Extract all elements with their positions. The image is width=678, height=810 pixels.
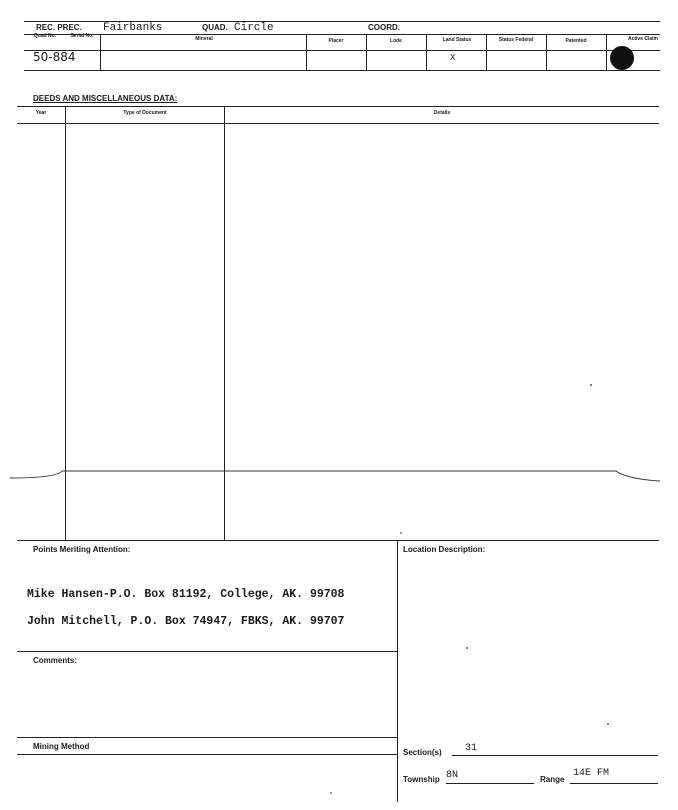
claim-header-rule <box>24 50 660 51</box>
deeds-top-rule <box>17 106 659 107</box>
quad-serial-value: 50-884 <box>33 50 76 64</box>
claim-col-divider <box>546 34 547 70</box>
section-field-line <box>452 755 658 756</box>
comments-bottom-rule <box>17 737 397 738</box>
speck <box>466 647 468 649</box>
deeds-col-details: Details <box>433 110 451 116</box>
claim-col-divider <box>366 34 367 70</box>
col-patented: Patented <box>565 38 587 44</box>
comments-label: Comments: <box>33 656 78 665</box>
section-value: 31 <box>465 743 478 754</box>
quad-value: Circle <box>234 22 274 34</box>
range-label: Range <box>540 775 565 784</box>
deeds-header-rule <box>17 123 659 124</box>
header-rule <box>24 34 660 35</box>
punch-hole-dot <box>610 46 634 70</box>
range-field-line <box>570 783 658 784</box>
points-line-1: Mike Hansen-P.O. Box 81192, College, AK. 99708 <box>27 588 345 601</box>
claim-col-divider <box>426 34 427 70</box>
claim-col-divider <box>486 34 487 70</box>
points-label: Points Meriting Attention: <box>33 545 131 554</box>
quad-label: QUAD. <box>202 23 228 32</box>
col-quad-no: Quad No. <box>33 33 57 39</box>
rec-prec-label: REC. PREC. <box>36 23 82 32</box>
deeds-col-type: Type of Document <box>123 110 167 116</box>
col-land-status: Land Status <box>442 37 472 43</box>
col-placer: Placer <box>328 38 344 44</box>
claim-col-divider <box>100 34 101 70</box>
deeds-section-title: DEEDS AND MISCELLANEOUS DATA: <box>33 94 178 103</box>
section-label: Section(s) <box>403 748 442 757</box>
claim-col-divider <box>606 34 607 70</box>
township-field-line <box>446 783 534 784</box>
rec-prec-value: Fairbanks <box>103 22 163 34</box>
speck <box>400 532 402 534</box>
land-status-mark: X <box>450 53 456 63</box>
speck <box>330 792 332 794</box>
township-value: 8N <box>446 770 459 781</box>
location-label: Location Description: <box>403 545 486 554</box>
col-status-federal: Status Federal <box>498 37 534 43</box>
col-mineral: Mineral <box>195 36 213 42</box>
col-lode: Lode <box>390 38 402 44</box>
col-active-claim: Active Claim <box>627 36 658 42</box>
mining-method-rule <box>17 754 397 755</box>
deeds-col-year: Year <box>35 110 47 116</box>
township-label: Township <box>403 775 440 784</box>
range-value: 14E FM <box>573 768 610 779</box>
speck <box>590 384 592 386</box>
lower-center-divider <box>397 540 398 802</box>
coord-label: COORD. <box>368 23 400 32</box>
mining-method-label: Mining Method <box>33 742 90 751</box>
points-bottom-rule <box>17 651 397 652</box>
claim-col-divider <box>306 34 307 70</box>
points-line-2: John Mitchell, P.O. Box 74947, FBKS, AK. 99707 <box>27 615 345 628</box>
page-fold-line <box>0 462 678 486</box>
deeds-bottom-rule <box>17 540 659 541</box>
claim-row-bottom-rule <box>24 70 660 71</box>
col-serial-no: Serial No. <box>70 33 94 39</box>
speck <box>607 723 609 725</box>
